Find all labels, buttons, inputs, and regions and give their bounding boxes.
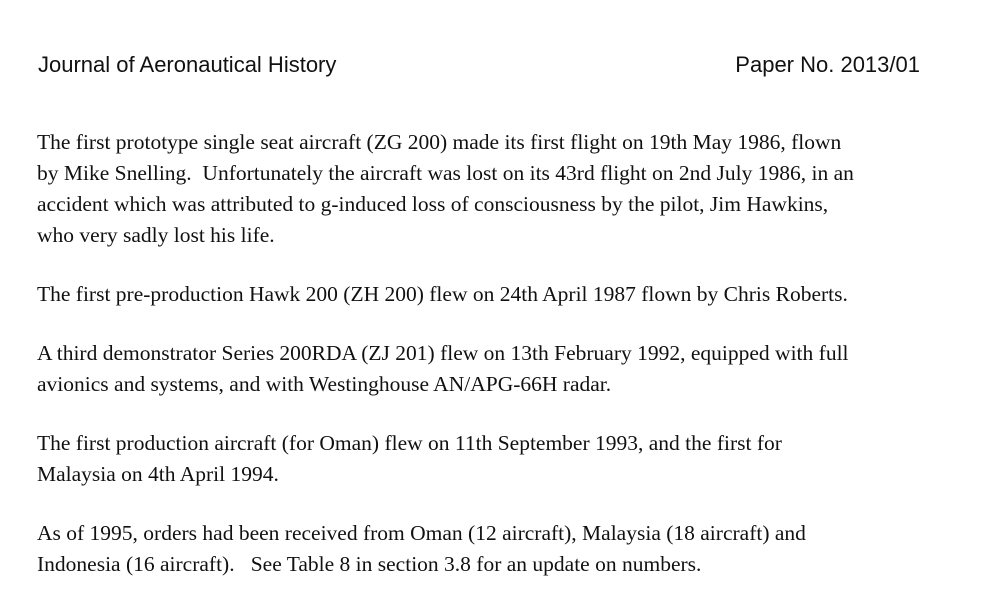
text-line: Malaysia on 4th April 1994.	[37, 462, 279, 486]
text-line: As of 1995, orders had been received from Oman (12 aircraft), Malaysia (18 aircraft) and	[37, 521, 806, 545]
text-line: by Mike Snelling. Unfortunately the aircraft was lost on its 43rd flight on 2nd July 1986, in an	[37, 161, 854, 185]
page-header	[38, 52, 920, 78]
text-line: who very sadly lost his life.	[37, 223, 275, 247]
paragraph-pre-production	[37, 279, 947, 310]
text-line: Indonesia (16 aircraft). See Table 8 in section 3.8 for an update on numbers.	[37, 552, 702, 576]
text-line: The first prototype single seat aircraft (ZG 200) made its first flight on 19th May 1986, flown	[37, 130, 842, 154]
page-body	[37, 127, 947, 599]
text-line: accident which was attributed to g-induced loss of consciousness by the pilot, Jim Hawkins,	[37, 192, 829, 216]
paragraph-third-demonstrator	[37, 338, 947, 400]
paper-number: Paper No. 2013/01	[735, 52, 920, 77]
text-line: The first production aircraft (for Oman) flew on 11th September 1993, and the first for	[37, 431, 782, 455]
paragraph-first-production	[37, 428, 947, 490]
text-line: A third demonstrator Series 200RDA (ZJ 201) flew on 13th February 1992, equipped with full	[37, 341, 849, 365]
paragraph-orders-1995	[37, 518, 947, 580]
text-line: avionics and systems, and with Westinghouse AN/APG-66H radar.	[37, 372, 612, 396]
text-line: The first pre-production Hawk 200 (ZH 200) flew on 24th April 1987 flown by Chris Roberts.	[37, 282, 848, 306]
paragraph-first-prototype	[37, 127, 947, 251]
journal-title: Journal of Aeronautical History	[38, 52, 337, 77]
